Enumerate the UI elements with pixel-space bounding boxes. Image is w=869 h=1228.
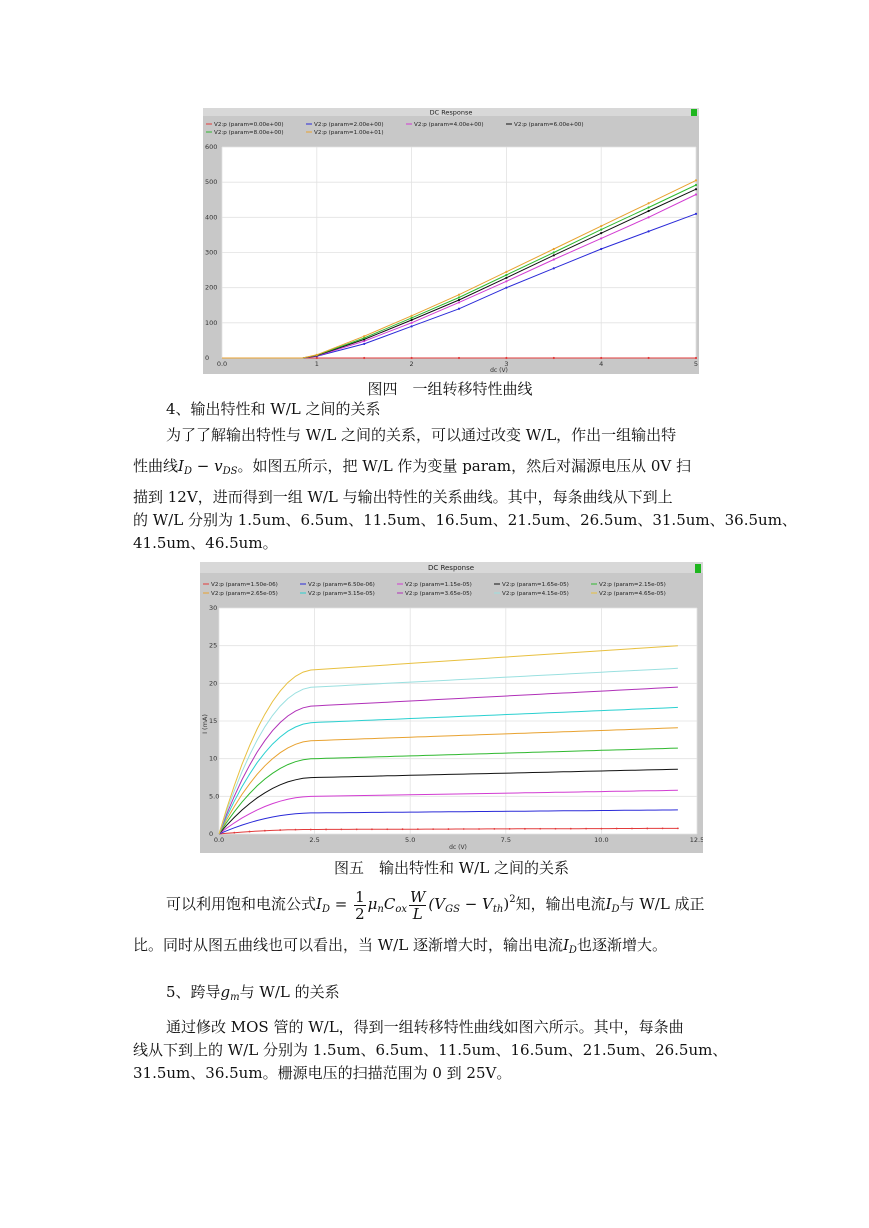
fig4-data-point — [695, 188, 697, 190]
fig5-y-tick-label: 20 — [209, 679, 218, 688]
section-4-p1-line1: 为了了解输出特性与 W/L 之间的关系，可以通过改变 W/L，作出一组输出特 — [166, 426, 677, 444]
fig5-y-tick-label: 15 — [209, 717, 218, 725]
fig4-data-point — [411, 317, 413, 319]
fig4-data-point — [553, 267, 555, 269]
fig5-y-tick-label: 25 — [209, 641, 218, 650]
fig5-data-point — [463, 828, 465, 830]
fig5-y-tick-label: 30 — [209, 604, 218, 612]
fig5-x-tick-label: 10.0 — [594, 836, 609, 844]
fig4-data-point — [553, 258, 555, 260]
section-4-p1-line3: 描到 12V，进而得到一组 W/L 与输出特性的关系曲线。其中，每条曲线从下到上 — [133, 488, 673, 506]
fig5-data-point — [402, 828, 404, 830]
fig4-legend-entry: V2:p (param=1.00e+01) — [314, 130, 384, 136]
formula-paragraph-line1: 可以利用饱和电流公式$I_D$ = $\frac{1}{2}$ $\mu_nC_{ox}$ $\frac{W}{L}$ $(V_{GS} - V_{th})^2$知，输出电流$I_D$与 W/L 成正 — [166, 887, 705, 923]
fig4-x-tick-label: 2 — [409, 360, 414, 368]
fig4-x-tick-label: 4 — [599, 360, 604, 368]
fig5-data-point — [310, 829, 312, 831]
fig4-data-point — [505, 287, 507, 289]
fig5-data-point — [279, 829, 281, 831]
fig5-data-point — [631, 828, 633, 830]
fig4-data-point — [458, 296, 460, 298]
fig4-data-point — [648, 230, 650, 232]
fig5-legend-entry: V2:p (param=4.15e-05) — [502, 591, 569, 597]
fig4-data-point — [648, 210, 650, 212]
figure-5-caption: 图五 输出特性和 W/L 之间的关系 — [334, 859, 569, 877]
section-4-heading: 4、输出特性和 W/L 之间的关系 — [166, 400, 381, 418]
fig4-data-point — [600, 248, 602, 250]
fig4-data-point — [505, 280, 507, 282]
fig4-y-tick-label: 300 — [205, 248, 218, 257]
section-5-p-line3: 31.5um、36.5um。栅源电压的扫描范围为 0 到 25V。 — [133, 1064, 512, 1082]
fig4-data-point — [553, 251, 555, 253]
fig4-data-point — [600, 225, 602, 227]
fig4-legend-entry: V2:p (param=0.00e+00) — [214, 122, 284, 128]
fig4-data-point — [458, 301, 460, 303]
fig4-xlabel: dc (V) — [490, 367, 508, 374]
section-5-heading: 5、跨导$g_m$与 W/L 的关系 — [166, 983, 340, 1003]
fig4-legend-entry: V2:p (param=6.00e+00) — [514, 122, 584, 128]
figure-5-window-title: DC Response — [427, 564, 475, 572]
fig4-data-point — [600, 357, 602, 359]
fig4-legend-entry: V2:p (param=4.00e+00) — [414, 122, 484, 128]
fig5-data-point — [386, 828, 388, 830]
fig5-data-point — [325, 829, 327, 831]
section-5-p-line2: 线从下到上的 W/L 分别为 1.5um、6.5um、11.5um、16.5um、21.5um、26.5um、 — [133, 1041, 728, 1059]
figure-4-window-title: DC Response — [429, 108, 473, 117]
fig5-data-point — [371, 828, 373, 830]
figure-5-chart — [200, 562, 703, 853]
fig5-data-point — [249, 831, 251, 833]
fig5-legend-entry: V2:p (param=2.15e-05) — [599, 582, 666, 588]
fig5-legend-entry: V2:p (param=6.50e-06) — [308, 582, 375, 588]
fig5-data-point — [432, 828, 434, 830]
figure-5 — [200, 562, 703, 853]
figure-5-ylabel: I (mA) — [201, 714, 209, 734]
fig5-data-point — [585, 828, 587, 830]
formula-paragraph-line2: 比。同时从图五曲线也可以看出，当 W/L 逐渐增大时，输出电流$I_D$也逐渐增大。 — [133, 936, 667, 956]
fig4-data-point — [600, 232, 602, 234]
fig4-data-point — [648, 202, 650, 204]
fig5-legend-entry: V2:p (param=4.65e-05) — [599, 591, 666, 597]
fig4-y-tick-label: 500 — [205, 178, 218, 187]
section-4-p1-line5: 41.5um、46.5um。 — [133, 534, 278, 552]
fig5-data-point — [340, 828, 342, 830]
fig4-x-tick-label: 5 — [693, 360, 699, 368]
fig5-data-point — [662, 827, 664, 829]
fig5-legend-entry: V2:p (param=1.15e-05) — [405, 582, 472, 588]
fig4-data-point — [458, 294, 460, 296]
fig4-data-point — [363, 357, 365, 359]
fig5-legend-entry: V2:p (param=1.50e-06) — [211, 582, 278, 588]
fig5-data-point — [539, 828, 541, 830]
fig4-data-point — [505, 277, 507, 279]
fig4-data-point — [363, 335, 365, 337]
fig4-x-tick-label: 0.0 — [216, 360, 228, 368]
figure-4 — [203, 108, 699, 374]
fig4-data-point — [411, 325, 413, 327]
fig5-data-point — [448, 828, 450, 830]
fig5-data-point — [264, 830, 266, 832]
fig5-data-point — [646, 828, 648, 830]
fig5-x-tick-label: 5.0 — [405, 836, 416, 844]
fig5-data-point — [524, 828, 526, 830]
fig5-x-tick-label: 7.5 — [500, 836, 511, 844]
fig4-data-point — [458, 308, 460, 310]
fig4-data-point — [695, 184, 697, 186]
fig4-data-point — [553, 254, 555, 256]
fig4-data-point — [505, 274, 507, 276]
section-4-p1-line2: 性曲线$I_D - v_{DS}$。如图五所示，把 W/L 作为变量 param，然后对漏源电压从 0V 扫 — [133, 457, 691, 477]
fig5-data-point — [677, 827, 679, 829]
figure-4-chart — [203, 108, 699, 374]
fig4-y-tick-label: 0 — [205, 354, 210, 362]
fig4-data-point — [458, 357, 460, 359]
fig4-data-point — [648, 206, 650, 208]
fig5-data-point — [295, 829, 297, 831]
fig5-xlabel: dc (V) — [449, 844, 467, 851]
fig5-data-point — [233, 832, 235, 834]
fig5-data-point — [417, 828, 419, 830]
fig5-data-point — [509, 828, 511, 830]
fig4-data-point — [695, 213, 697, 215]
fig4-legend-entry: V2:p (param=8.00e+00) — [214, 130, 284, 136]
fig5-x-tick-label: 12.5 — [689, 836, 703, 844]
fig5-data-point — [478, 828, 480, 830]
fig4-data-point — [695, 179, 697, 181]
fig4-data-point — [411, 319, 413, 321]
fig5-data-point — [555, 828, 557, 830]
fig4-data-point — [411, 322, 413, 324]
fig4-data-point — [553, 357, 555, 359]
fig4-y-tick-label: 200 — [205, 283, 218, 292]
fig4-x-tick-label: 3 — [504, 360, 509, 368]
figure-4-caption: 图四 一组转移特性曲线 — [367, 380, 533, 398]
fig5-y-tick-label: 5.0 — [209, 792, 220, 801]
fig5-x-tick-label: 2.5 — [309, 836, 320, 844]
fig4-data-point — [600, 229, 602, 231]
fig4-data-point — [695, 357, 697, 359]
fig4-data-point — [505, 357, 507, 359]
section-4-p1-line4: 的 W/L 分别为 1.5um、6.5um、11.5um、16.5um、21.5um、26.5um、31.5um、36.5um、 — [133, 511, 797, 529]
fig4-data-point — [316, 354, 318, 356]
fig5-x-tick-label: 0.0 — [213, 836, 225, 844]
fig4-legend-entry: V2:p (param=2.00e+00) — [314, 122, 384, 128]
fig5-legend-entry: V2:p (param=3.15e-05) — [308, 591, 375, 597]
fig5-data-point — [570, 828, 572, 830]
fig4-data-point — [648, 357, 650, 359]
fig5-legend-entry: V2:p (param=2.65e-05) — [211, 591, 278, 597]
fig4-data-point — [600, 237, 602, 239]
fig4-data-point — [411, 357, 413, 359]
fig4-y-tick-label: 400 — [205, 213, 218, 222]
section-5-p-line1: 通过修改 MOS 管的 W/L，得到一组转移特性曲线如图六所示。其中，每条曲 — [166, 1018, 684, 1036]
fig4-data-point — [553, 248, 555, 250]
fig4-data-point — [648, 216, 650, 218]
fig4-data-point — [411, 315, 413, 317]
fig4-data-point — [695, 193, 697, 195]
fig5-data-point — [356, 828, 358, 830]
fig4-data-point — [363, 343, 365, 345]
fig5-legend-entry: V2:p (param=3.65e-05) — [405, 591, 472, 597]
fig5-y-tick-label: 10 — [209, 754, 218, 763]
fig5-data-point — [616, 828, 618, 830]
fig5-data-point — [493, 828, 495, 830]
fig5-y-tick-label: 0 — [209, 830, 214, 838]
fig5-legend-entry: V2:p (param=1.65e-05) — [502, 582, 569, 588]
fig4-y-tick-label: 100 — [205, 318, 218, 327]
fig5-data-point — [601, 828, 603, 830]
fig4-y-tick-label: 600 — [205, 143, 218, 151]
fig4-data-point — [505, 271, 507, 273]
fig4-data-point — [458, 299, 460, 301]
fig4-x-tick-label: 1 — [314, 360, 319, 368]
